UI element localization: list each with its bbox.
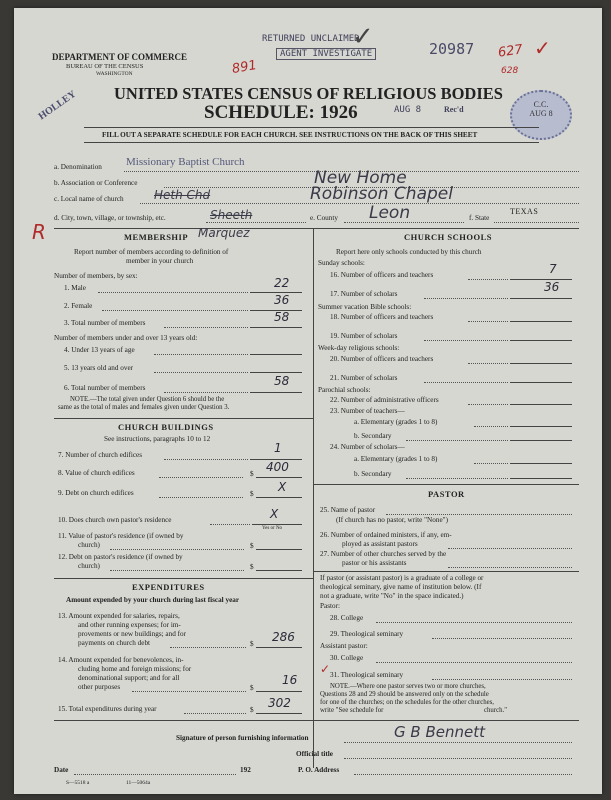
schools-sub: Report here only schools conducted by this church [336, 248, 482, 256]
handwritten-627: 627 [497, 42, 524, 61]
membership-intro-2: member in your church [126, 257, 194, 265]
q4-label: 4. Under 13 years of age [64, 346, 135, 354]
pastor-note-5: church." [484, 707, 507, 714]
city-label-field: d. City, town, village, or township, etc. [54, 214, 166, 222]
membership-note-2: same as the total of males and females given under Question 3. [58, 404, 230, 411]
q17-label: 17. Number of scholars [330, 290, 398, 298]
q14-line-2: cluding home and foreign missions; for [78, 665, 192, 673]
q14-value[interactable]: 16 [282, 673, 298, 687]
check-mark-red: ✓ [534, 36, 551, 60]
local-name-value[interactable]: Robinson Chapel [310, 184, 453, 204]
q30-label: 30. College [330, 654, 364, 662]
q13-line-4: payments on church debt [78, 639, 151, 647]
r-mark: R [32, 220, 46, 244]
q9-value[interactable]: X [278, 480, 287, 494]
denomination-value[interactable]: Missionary Baptist Church [126, 156, 245, 168]
received-seal [510, 90, 572, 140]
q23a-label: a. Elementary (grades 1 to 8) [354, 418, 438, 426]
q6-label: 6. Total number of members [64, 384, 146, 392]
local-name-label: c. Local name of church [54, 195, 124, 203]
q11-label-1: 11. Value of pastor's residence (if owned by [58, 532, 184, 540]
q1-value[interactable]: 22 [274, 276, 290, 290]
q26-label-2: ployed as assistant pastors [342, 540, 418, 548]
pastor-title: PASTOR [428, 489, 465, 499]
membership-hand: Marquez [198, 226, 250, 240]
city-label: WASHINGTON [96, 71, 133, 77]
q12-dollar: $ [250, 563, 254, 571]
age-heading: Number of members under and over 13 years old: [54, 334, 198, 342]
q11-dollar: $ [250, 542, 254, 550]
pastor-label: Pastor: [320, 602, 340, 610]
q24-label: 24. Number of scholars— [330, 443, 405, 451]
assistant-pastor-label: Assistant pastor: [320, 642, 368, 650]
form-number-1: S—5518 a [66, 780, 90, 786]
schools-title: CHURCH SCHOOLS [404, 232, 492, 242]
summer-schools: Summer vacation Bible schools: [318, 303, 412, 311]
q11-label-2: church) [78, 541, 100, 549]
q13-line-2: and other running expenses; for im- [78, 621, 181, 629]
check-mark-q30: ✓ [320, 662, 331, 676]
q28-label: 28. College [330, 614, 364, 622]
department-label: DEPARTMENT OF COMMERCE [52, 52, 188, 62]
signature-label: Signature of person furnishing information [176, 734, 309, 742]
form-number-2: 11—5064a [126, 780, 151, 786]
q14-line-1: 14. Amount expended for benevolences, in- [58, 656, 184, 664]
handwritten-628: 628 [501, 66, 519, 76]
q25-label: 25. Name of pastor [320, 506, 376, 514]
weekday-schools: Week-day religious schools: [318, 344, 400, 352]
q26-label-1: 26. Number of ordained ministers, if any, em- [320, 531, 452, 539]
pastor-note-3: for one of the churches; on the schedules for the other churches, [320, 699, 495, 706]
yes-no-hint: Yes or No [262, 526, 283, 531]
q17-value[interactable]: 36 [544, 280, 560, 294]
q13-value[interactable]: 286 [272, 630, 295, 644]
q2-value[interactable]: 36 [274, 293, 290, 307]
membership-intro-1: Report number of members according to definition of [74, 248, 229, 256]
q13-dollar: $ [250, 640, 254, 648]
seal-top-text: C.C. [533, 100, 549, 109]
q20-label: 20. Number of officers and teachers [330, 355, 434, 363]
q14-dollar: $ [250, 684, 254, 692]
q23-label: 23. Number of teachers— [330, 407, 405, 415]
expenditures-sub: Amount expended by your church during last fiscal year [66, 596, 240, 604]
agent-check-mark: ✓ [352, 22, 374, 52]
received-date: AUG 8 [394, 105, 422, 115]
bureau-label: BUREAU OF THE CENSUS [66, 63, 144, 70]
agent-stamp: AGENT INVESTIGATE [276, 48, 376, 60]
q16-value[interactable]: 7 [549, 262, 557, 276]
q19-label: 19. Number of scholars [330, 332, 398, 340]
q22-label: 22. Number of administrative officers [330, 396, 439, 404]
q3-label: 3. Total number of members [64, 319, 146, 327]
schedule-number: 20987 [429, 40, 475, 58]
q27-label-2: pastor or his assistants [342, 559, 407, 567]
q15-value[interactable]: 302 [268, 696, 291, 710]
returned-stamp: RETURNED UNCLAIMED [262, 34, 360, 44]
q7-value[interactable]: 1 [274, 441, 282, 455]
q2-label: 2. Female [64, 302, 93, 310]
city-value[interactable]: Sheeth [210, 208, 253, 222]
q18-label: 18. Number of officers and teachers [330, 313, 434, 321]
q9-label: 9. Debt on church edifices [58, 489, 134, 497]
q7-label: 7. Number of church edifices [58, 451, 143, 459]
po-address-label: P. O. Address [298, 766, 340, 774]
struck-local-name: Heth Chd [154, 188, 211, 202]
census-form [14, 8, 602, 794]
received-label: Rec'd [444, 105, 464, 114]
membership-note-1: NOTE.—The total given under Question 6 should be the [70, 396, 225, 403]
year-label: 192 [240, 766, 251, 774]
q10-label: 10. Does church own pastor's residence [58, 516, 172, 524]
q25-hint: (If church has no pastor, write "None") [336, 516, 448, 524]
q5-label: 5. 13 years old and over [64, 364, 134, 372]
official-title-label: Official title [296, 750, 333, 758]
q15-dollar: $ [250, 706, 254, 714]
q6-value[interactable]: 58 [274, 374, 290, 388]
expenditures-title: EXPENDITURES [132, 582, 205, 592]
form-title: UNITED STATES CENSUS OF RELIGIOUS BODIES [114, 84, 503, 103]
pastor-note-4: write "See schedule for [320, 707, 384, 714]
q24a-label: a. Elementary (grades 1 to 8) [354, 455, 438, 463]
q12-label-1: 12. Debt on pastor's residence (if owned by [58, 553, 183, 561]
holley-stamp: HOLLEY [36, 88, 79, 123]
q15-label: 15. Total expenditures during year [58, 705, 157, 713]
seal-date: AUG 8 [529, 109, 553, 118]
q21-label: 21. Number of scholars [330, 374, 398, 382]
county-label: e. County [310, 214, 338, 222]
members-by-sex: Number of members, by sex: [54, 272, 138, 280]
graduate-note-2: theological seminary, give name of institution below. (If [320, 583, 482, 591]
instructions-banner: FILL OUT A SEPARATE SCHEDULE FOR EACH CHURCH. SEE INSTRUCTIONS ON THE BACK OF THIS SHEET [102, 131, 478, 139]
schedule-title: SCHEDULE: 1926 [204, 102, 358, 123]
sunday-schools: Sunday schools: [318, 259, 365, 267]
q8-label: 8. Value of church edifices [58, 469, 135, 477]
pastor-note-2: Questions 28 and 29 should be answered only on the schedule [320, 691, 489, 698]
q16-label: 16. Number of officers and teachers [330, 271, 434, 279]
graduate-note-1: If pastor (or assistant pastor) is a graduate of a college or [320, 574, 484, 582]
q29-label: 29. Theological seminary [330, 630, 404, 638]
graduate-note-3: not a graduate, write "No" in the space indicated.) [320, 592, 464, 600]
q3-value[interactable]: 58 [274, 310, 290, 324]
county-value[interactable]: Leon [369, 203, 411, 223]
q12-label-2: church) [78, 562, 100, 570]
association-value[interactable]: New Home [314, 168, 407, 188]
state-label: f. State [469, 214, 490, 222]
q13-line-1: 13. Amount expended for salaries, repairs, [58, 612, 180, 620]
buildings-title: CHURCH BUILDINGS [118, 422, 214, 432]
q9-dollar: $ [250, 490, 254, 498]
q14-line-4: other purposes [78, 683, 121, 691]
q24b-label: b. Secondary [354, 470, 392, 478]
buildings-sub: See instructions, paragraphs 10 to 12 [104, 435, 211, 443]
membership-title: MEMBERSHIP [124, 232, 189, 242]
q27-label-1: 27. Number of other churches served by the [320, 550, 447, 558]
q23b-label: b. Secondary [354, 432, 392, 440]
state-value[interactable]: TEXAS [510, 207, 539, 216]
q8-value[interactable]: 400 [266, 460, 289, 474]
q10-value[interactable]: X [270, 507, 279, 521]
pastor-note-1: NOTE.—Where one pastor serves two or more churches, [330, 683, 486, 690]
q31-label: 31. Theological seminary [330, 671, 404, 679]
association-label: b. Association or Conference [54, 179, 138, 187]
signature-value[interactable]: G B Bennett [394, 723, 485, 741]
handwritten-891: 891 [230, 57, 258, 78]
denomination-label: a. Denomination [54, 163, 102, 171]
q8-dollar: $ [250, 470, 254, 478]
q13-line-3: provements or new buildings; and for [78, 630, 186, 638]
q1-label: 1. Male [64, 284, 86, 292]
date-label: Date [54, 766, 69, 774]
parochial-schools: Parochial schools: [318, 386, 371, 394]
q14-line-3: denominational support; and for all [78, 674, 180, 682]
